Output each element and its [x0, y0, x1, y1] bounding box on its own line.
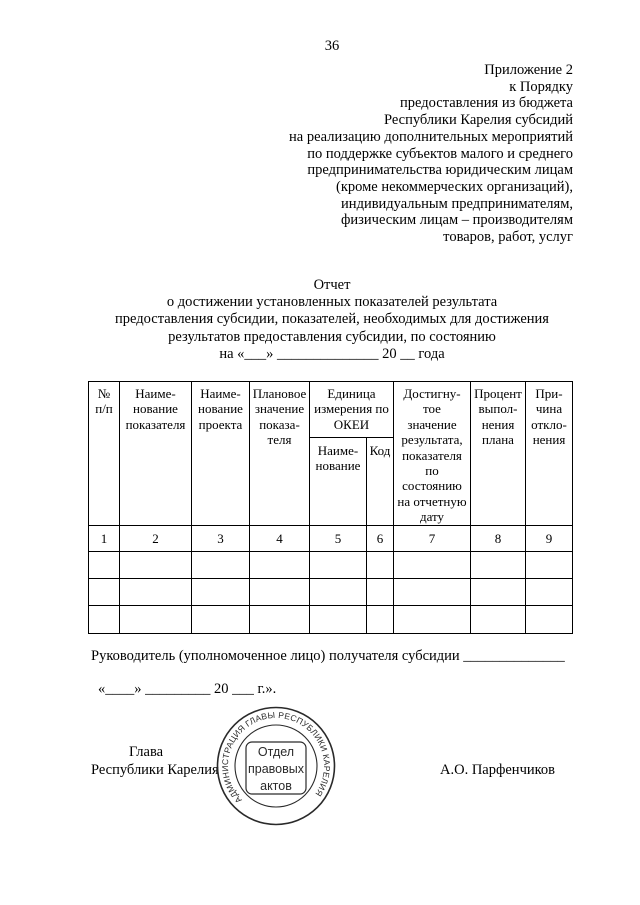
table-cell [250, 552, 310, 579]
signatory-position-line: Глава [129, 744, 164, 760]
table-cell [471, 606, 526, 634]
col-header-row-number: № п/п [89, 382, 120, 526]
col-header-project-name: Наиме- нование проекта [192, 382, 250, 526]
stamp-center-line: правовых [248, 762, 304, 776]
col-header-planned-value: Плановое значение показа- теля [250, 382, 310, 526]
table-cell [394, 552, 471, 579]
column-number-row [89, 526, 573, 552]
table-cell [526, 579, 573, 606]
recipient-head-signature-line: Руководитель (уполномоченное лицо) получателя субсидии ______________ [91, 648, 565, 664]
table-header-row [89, 382, 573, 438]
appendix-line: на реализацию дополнительных мероприятий [289, 128, 573, 145]
table-cell [120, 606, 192, 634]
appendix-line: предпринимательства юридическим лицам [307, 162, 573, 179]
table-cell [367, 606, 394, 634]
page-number: 36 [324, 38, 340, 54]
column-number-cell: 4 [250, 526, 310, 552]
column-number-cell: 7 [394, 526, 471, 552]
table-cell [89, 606, 120, 634]
stamp-ring-text-path: АДМИНИСТРАЦИЯ ГЛАВЫ РЕСПУБЛИКИ КАРЕЛИЯ [219, 709, 333, 806]
report-title-line: о достижении установленных показателей результата [166, 294, 498, 311]
appendix-line: предоставления из бюджета [400, 95, 573, 112]
table-cell [310, 579, 367, 606]
report-title [91, 277, 573, 363]
stamp-center-line: Отдел [257, 745, 295, 759]
col-header-completion-percent: Процент выпол- нения плана [471, 382, 526, 526]
table-cell [89, 552, 120, 579]
table-row [89, 606, 573, 634]
appendix-header [289, 62, 573, 246]
col-header-unit-name: Наиме- нование [310, 438, 367, 526]
report-title-line: результатов предоставления субсидии, по состоянию [168, 328, 496, 345]
column-number-cell: 3 [192, 526, 250, 552]
table-row [89, 552, 573, 579]
official-stamp [214, 704, 338, 828]
table-cell [310, 552, 367, 579]
column-number-cell: 1 [89, 526, 120, 552]
table-cell [192, 606, 250, 634]
table-cell [250, 579, 310, 606]
column-number-cell: 2 [120, 526, 192, 552]
table-cell [471, 552, 526, 579]
table-cell [394, 579, 471, 606]
signature-date-line: «____» _________ 20 ___ г.». [98, 681, 277, 697]
table-cell [250, 606, 310, 634]
table-cell [310, 606, 367, 634]
col-header-indicator-name: Наиме- нование показателя [120, 382, 192, 526]
appendix-line: Республики Карелия субсидий [383, 112, 573, 129]
table-cell [192, 552, 250, 579]
column-number-cell: 8 [471, 526, 526, 552]
stamp-center-line: актов [260, 779, 292, 793]
appendix-line: по поддержке субъектов малого и среднего [307, 145, 573, 162]
table-cell [394, 606, 471, 634]
col-header-achieved-value: Достигну- тое значение результата, показателя по состоянию на отчетную дату [394, 382, 471, 526]
report-title-line: предоставления субсидии, показателей, необходимых для достижения [115, 311, 549, 328]
appendix-line: (кроме некоммерческих организаций), [336, 178, 573, 195]
appendix-line: к Порядку [509, 78, 573, 95]
table-cell [120, 579, 192, 606]
table-cell [89, 579, 120, 606]
column-number-cell: 6 [367, 526, 394, 552]
report-date-line: на «___» ______________ 20 __ года [219, 345, 445, 362]
table-cell [526, 606, 573, 634]
report-title-heading: Отчет [313, 277, 351, 293]
signatory-name: А.О. Парфенчиков [440, 762, 556, 778]
report-table [88, 381, 573, 634]
col-header-unit-code: Код [367, 438, 394, 526]
column-number-cell: 5 [310, 526, 367, 552]
col-header-unit: Единица измерения по ОКЕИ [310, 382, 394, 438]
table-cell [120, 552, 192, 579]
table-cell [367, 552, 394, 579]
table-cell [526, 552, 573, 579]
table-row [89, 579, 573, 606]
table-cell [367, 579, 394, 606]
signatory-position-line: Республики Карелия [91, 762, 219, 778]
col-header-deviation-reason: При- чина откло- нения [526, 382, 573, 526]
table-cell [471, 579, 526, 606]
appendix-line: товаров, работ, услуг [443, 229, 573, 246]
table-cell [192, 579, 250, 606]
appendix-line: Приложение 2 [484, 62, 573, 78]
column-number-cell: 9 [526, 526, 573, 552]
appendix-line: физическим лицам – производителям [341, 212, 573, 229]
appendix-line: индивидуальным предпринимателям, [341, 195, 573, 212]
